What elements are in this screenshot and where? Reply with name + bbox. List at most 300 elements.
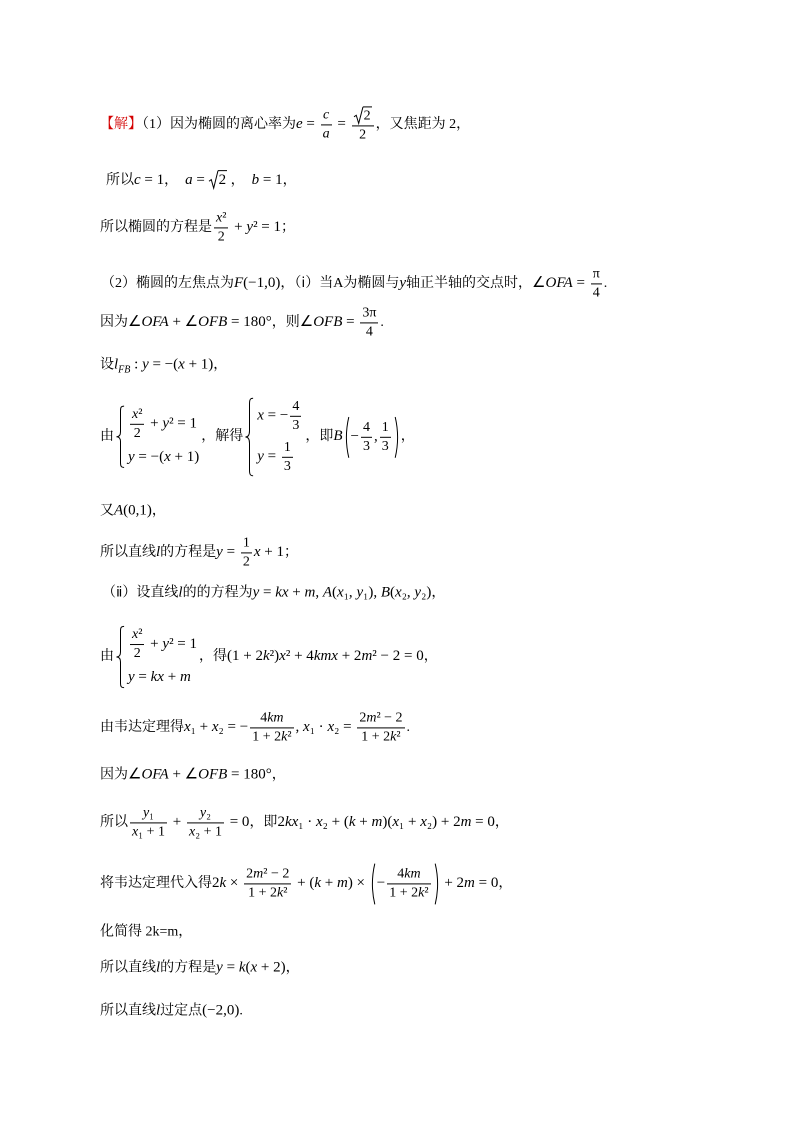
math-variable: l [156, 959, 161, 976]
math-variable: A [322, 584, 333, 601]
text-run: ， [227, 173, 252, 189]
math-variable: kx [275, 584, 289, 601]
denominator [387, 885, 430, 902]
left-brace [245, 398, 254, 476]
fraction [241, 535, 252, 570]
math-variable: x [132, 627, 139, 643]
solution-line [102, 584, 445, 603]
math-variable: l [178, 584, 183, 601]
math-variable: l [114, 356, 119, 373]
math-expression: y₁ [142, 805, 155, 821]
math-variable: y [399, 275, 407, 292]
math-expression: 1 + 2k² [389, 885, 429, 901]
math-variable: b [251, 172, 260, 189]
math-variable: OFB [198, 766, 228, 783]
fraction [380, 419, 391, 454]
fraction [187, 805, 224, 840]
solution-line [101, 266, 607, 301]
system-rows [125, 406, 199, 468]
math-variable: km [404, 866, 421, 882]
numerator [241, 535, 252, 553]
left-parenthesis [344, 416, 350, 457]
parenthesized-group [370, 863, 440, 904]
math-expression: (1 + 2k²)x² + 4kmx + 2m² − 2 = 0 [227, 648, 424, 665]
denominator [244, 885, 291, 902]
math-expression: 2 [217, 229, 225, 245]
square-root [209, 170, 228, 189]
right-parenthesis-graphic [394, 416, 400, 457]
denominator [357, 729, 404, 746]
math-expression: (−2,0) [202, 1002, 240, 1019]
math-variable: k [263, 648, 270, 665]
text-run: ， [431, 585, 446, 601]
math-expression: + (k + m) × [293, 875, 369, 892]
math-expression: + [169, 814, 185, 831]
math-variable: m [366, 710, 377, 726]
text-run: 因为 [100, 767, 128, 783]
math-variable: kx [284, 814, 299, 831]
math-variable: x [132, 824, 139, 840]
math-variable: x [132, 407, 139, 423]
math-expression: 1 + 2k² [252, 729, 292, 745]
radical-sign-graphic [209, 170, 218, 189]
fraction [290, 399, 301, 434]
system-equation [128, 448, 199, 467]
math-variable: x [316, 814, 323, 831]
math-variable: x [164, 449, 171, 466]
math-variable: l [156, 1002, 161, 1019]
numerator [352, 106, 374, 126]
math-variable: y [257, 448, 264, 465]
radical-sign [209, 170, 218, 189]
math-expression: 2 [242, 554, 250, 570]
math-expression: y = [257, 448, 280, 465]
math-expression: 1 [381, 419, 389, 435]
text-run: ， [285, 960, 300, 976]
denominator [352, 127, 374, 144]
numerator [250, 710, 293, 728]
math-variable: OFA [545, 275, 573, 292]
parenthesized-group [344, 416, 400, 457]
fraction [361, 419, 372, 454]
math-variable: x [303, 719, 310, 736]
text-run: 又 [100, 503, 114, 519]
text-run: 所以 [106, 173, 134, 189]
solution-line [100, 106, 470, 143]
text-run: ，则 [271, 315, 300, 331]
math-expression: 2m² − 2 [246, 866, 290, 882]
left-brace-graphic [116, 626, 125, 688]
denominator [290, 417, 301, 434]
math-expression [323, 107, 329, 122]
solution-line [100, 805, 509, 840]
math-variable: OFB [313, 314, 343, 331]
math-expression: 2 [359, 127, 367, 143]
text-run: ， [423, 649, 438, 665]
math-expression: c = 1 [134, 172, 165, 189]
math-expression: − [376, 875, 386, 892]
math-variable: k [276, 885, 284, 901]
solution-line [100, 502, 166, 521]
solution-line [100, 959, 300, 978]
numerator [321, 107, 332, 125]
math-variable: km [267, 710, 284, 726]
left-brace [116, 406, 125, 468]
math-variable: a [185, 172, 193, 189]
numerator [282, 440, 293, 458]
solution-line [100, 626, 438, 688]
math-variable: B [380, 584, 391, 601]
math-variable: c [134, 172, 141, 189]
radicand: 2 [363, 108, 371, 124]
solution-line [100, 305, 384, 340]
system-equation [257, 440, 303, 475]
math-variable: OFA [141, 314, 169, 331]
solution-line [100, 210, 295, 245]
denominator [591, 285, 602, 302]
text-run: ， [400, 429, 415, 445]
fraction [130, 805, 167, 840]
system-rows [254, 398, 303, 476]
math-expression: 2kx₁ · x₂ + (k + m)(x₁ + x₂) + 2m = 0 [277, 814, 495, 831]
denominator [241, 554, 252, 571]
text-run: ， [213, 357, 228, 373]
math-expression: 4 [592, 285, 600, 301]
text-run: ，解得 [201, 429, 244, 445]
math-expression: 2k × [212, 875, 243, 892]
denominator [187, 824, 224, 841]
math-variable: k [390, 729, 397, 745]
text-run: 因为 [100, 315, 128, 331]
text-run: 的方程是 [160, 545, 217, 561]
math-variable: x [253, 544, 261, 561]
denominator [250, 729, 293, 746]
numerator [380, 419, 391, 437]
left-brace-graphic [245, 398, 254, 476]
math-variable: e [296, 116, 303, 133]
math-variable: y [128, 449, 135, 466]
math-expression: 4km [260, 710, 284, 726]
denominator [360, 324, 378, 341]
math-expression: F(−1,0) [234, 275, 281, 292]
text-run: （ⅱ）设直线 [102, 585, 179, 601]
math-expression: b = 1 [251, 172, 283, 189]
math-variable: k [281, 729, 288, 745]
math-expression: x₂ + 1 [188, 824, 222, 840]
numerator [244, 866, 291, 884]
math-expression: 3 [292, 417, 300, 433]
text-run: 所以直线 [100, 960, 156, 976]
radical-sign [354, 106, 363, 123]
equation-system [116, 406, 199, 468]
text-run: ； [283, 545, 298, 561]
text-run: ， [498, 876, 513, 892]
math-variable: x [216, 210, 223, 226]
math-variable: a [322, 126, 330, 142]
math-expression: x₁ + 1 [132, 824, 165, 840]
text-run: 由 [100, 649, 114, 665]
fraction [244, 866, 291, 901]
fraction [591, 266, 602, 301]
math-expression: = 0 [225, 814, 250, 831]
text-run: ，即 [249, 815, 278, 831]
math-variable: x [327, 719, 335, 736]
left-brace-graphic [116, 406, 125, 468]
math-expression: 4 [292, 398, 300, 414]
text-run: 由 [100, 429, 114, 445]
math-variable: y [252, 584, 260, 601]
math-expression: x² [132, 627, 143, 643]
text-run: 所以直线 [100, 1003, 156, 1019]
right-parenthesis-graphic [434, 863, 440, 904]
math-expression: + 2m = 0 [440, 875, 499, 892]
math-variable: x [178, 356, 185, 373]
numerator [130, 407, 144, 425]
math-expression: e = [296, 116, 319, 133]
parenthesized-content [376, 863, 434, 904]
math-expression: 4 [365, 324, 373, 340]
math-expression: 2 [133, 426, 141, 442]
math-variable: k [219, 875, 227, 892]
math-variable: k [314, 875, 321, 892]
math-variable: l [156, 544, 161, 561]
text-run: （2）椭圆的左焦点为 [101, 276, 234, 292]
text-run: ，得 [199, 649, 228, 665]
math-expression: π [592, 266, 600, 282]
math-variable: m [361, 648, 373, 665]
text-run: ， [494, 815, 509, 831]
fraction [214, 210, 228, 245]
math-expression: y = −(x + 1) [128, 449, 200, 466]
equation-system [245, 398, 303, 476]
text-run: 所以椭圆的方程是 [100, 220, 212, 236]
math-expression: 3 [381, 438, 389, 454]
text-run: 所以直线 [100, 545, 156, 561]
text-run: 由韦达定理得 [100, 720, 184, 736]
numerator [387, 866, 430, 884]
math-variable: m [179, 669, 191, 686]
fraction [321, 107, 332, 142]
math-variable: A [114, 502, 124, 519]
math-variable: FB [118, 364, 131, 376]
solution-line [100, 535, 298, 570]
math-expression: y = kx + m, A(x₁, y₁), B(x₂, y₂) [252, 584, 432, 601]
math-variable: m [464, 875, 475, 892]
denominator [130, 645, 144, 662]
math-expression: + y² = 1 [146, 635, 198, 652]
solution-line [106, 170, 297, 190]
math-expression: 4km [397, 866, 421, 882]
math-variable: k [238, 959, 246, 976]
math-variable: kx [150, 669, 164, 686]
text-run: ， [164, 173, 186, 189]
math-expression: y₂ [199, 805, 212, 821]
text-run: 轴正半轴的交点时， [406, 276, 533, 292]
text-run: ， [271, 767, 286, 783]
math-expression: 1 + 2k² [248, 885, 288, 901]
text-run: 的的方程为 [182, 585, 253, 601]
solution-line [100, 1002, 243, 1021]
math-expression: 3π [362, 305, 377, 321]
numerator [361, 419, 372, 437]
math-variable: m [304, 584, 316, 601]
math-variable: y [356, 584, 364, 601]
left-parenthesis-graphic [344, 416, 350, 457]
right-parenthesis [394, 416, 400, 457]
numerator [290, 399, 301, 417]
solution-line [100, 710, 410, 745]
numerator [360, 305, 378, 323]
math-variable: x [184, 719, 191, 736]
text-run: ， [282, 173, 297, 189]
math-expression: x₁ + x₂ = − [184, 719, 249, 736]
fraction [352, 106, 374, 143]
text-run: ，（ⅰ）当A为椭圆与 [280, 276, 400, 292]
denominator [282, 458, 293, 475]
math-variable: y [216, 959, 223, 976]
text-run: ， [151, 503, 166, 519]
fraction [360, 305, 378, 340]
fraction [387, 866, 430, 901]
numerator [130, 805, 167, 823]
math-variable: y [142, 356, 149, 373]
math-expression: + y² = 1 [146, 415, 198, 432]
math-variable: k [418, 885, 425, 901]
math-variable: y [162, 415, 170, 432]
system-equation [128, 627, 197, 662]
math-variable: x [392, 814, 400, 831]
text-run: 【解】 [100, 117, 142, 133]
math-expression: y = [216, 544, 239, 561]
math-subscript [118, 364, 130, 375]
math-expression: x = − [257, 407, 289, 424]
math-variable: kmx [313, 648, 338, 665]
numerator [130, 627, 144, 645]
math-variable: OFB [198, 314, 228, 331]
math-expression: x² [216, 210, 227, 226]
solution-line [100, 863, 512, 904]
math-expression: x + 1 [253, 544, 284, 561]
text-run: 所以 [100, 815, 128, 831]
math-variable: x [257, 407, 264, 424]
math-expression: A(0,1) [114, 502, 152, 519]
radical-sign-graphic [354, 106, 363, 123]
math-variable: x [188, 824, 196, 840]
denominator [380, 438, 391, 455]
math-expression: 2 [133, 646, 141, 662]
fraction [130, 627, 144, 662]
denominator [321, 126, 332, 143]
math-expression: 4 [362, 419, 370, 435]
solution-line [100, 923, 192, 941]
text-run: ，又焦距为 2， [375, 117, 471, 133]
solution-line [100, 355, 227, 377]
text-run: 将韦达定理代入得 [100, 876, 212, 892]
math-variable: y [216, 544, 223, 561]
denominator [214, 229, 228, 246]
math-variable: x [337, 584, 344, 601]
math-variable: k [348, 814, 356, 831]
math-variable: c [323, 107, 330, 123]
math-expression: = [333, 116, 350, 133]
math-expression: 1 + 2k² [361, 729, 401, 745]
math-variable: y [246, 219, 254, 236]
numerator [357, 710, 404, 728]
math-variable: x [250, 959, 258, 976]
denominator [361, 438, 372, 455]
math-variable: m [253, 866, 264, 882]
math-variable: F [234, 275, 244, 292]
math-expression: , x₁ · x₂ = [295, 719, 356, 736]
math-variable: x [420, 814, 427, 831]
math-expression: 2m² − 2 [359, 710, 403, 726]
math-variable: y [414, 584, 422, 601]
equation-system [116, 626, 197, 688]
math-variable: m [460, 814, 472, 831]
math-variable: m [336, 875, 348, 892]
math-variable: y [199, 805, 207, 821]
denominator [130, 824, 167, 841]
math-variable: x [279, 648, 286, 665]
system-equation [128, 668, 197, 687]
denominator [130, 425, 144, 442]
math-expression [323, 127, 330, 142]
numerator [591, 266, 602, 284]
math-variable: m [371, 814, 383, 831]
left-parenthesis-graphic [370, 863, 376, 904]
math-variable: x [211, 719, 219, 736]
math-expression: ∠OFA + ∠OFB = 180° [128, 766, 272, 783]
parenthesized-content [350, 416, 394, 457]
solution-line [100, 398, 415, 476]
math-variable: y [162, 635, 170, 652]
numerator [214, 210, 228, 228]
text-run: （1）因为椭圆的离心率为 [142, 117, 296, 133]
math-expression: x² [132, 407, 143, 423]
math-expression: ∠OFA + ∠OFB = 180° [128, 314, 272, 331]
square-root [354, 106, 372, 123]
left-parenthesis [370, 863, 376, 904]
math-expression [333, 428, 342, 444]
math-expression: 3 [283, 459, 291, 475]
math-expression: : y = −(x + 1) [130, 356, 214, 373]
math-expression: y = k(x + 2) [216, 959, 286, 976]
math-expression: ∠OFB = [299, 314, 359, 331]
fraction [250, 710, 293, 745]
math-expression: 1 [283, 440, 291, 455]
system-equation [257, 399, 303, 434]
text-run: 过定点 [160, 1003, 203, 1019]
fraction [357, 710, 404, 745]
text-run: . [603, 276, 608, 292]
fraction [130, 407, 144, 442]
math-expression: 1 [242, 535, 250, 551]
text-run: ，即 [305, 429, 334, 445]
text-run: ； [281, 220, 296, 236]
math-expression: y = kx + m [128, 669, 191, 686]
system-rows [125, 626, 197, 688]
math-expression: 3 [362, 438, 370, 454]
math-variable: B [333, 428, 343, 445]
right-parenthesis [434, 863, 440, 904]
text-run: . [239, 1003, 243, 1019]
math-variable: OFA [141, 766, 169, 783]
text-run: . [380, 315, 384, 331]
system-equation [128, 407, 199, 442]
left-brace [116, 626, 125, 688]
text-run: 化简得 2k=m， [100, 924, 193, 940]
solution-line [100, 766, 286, 785]
